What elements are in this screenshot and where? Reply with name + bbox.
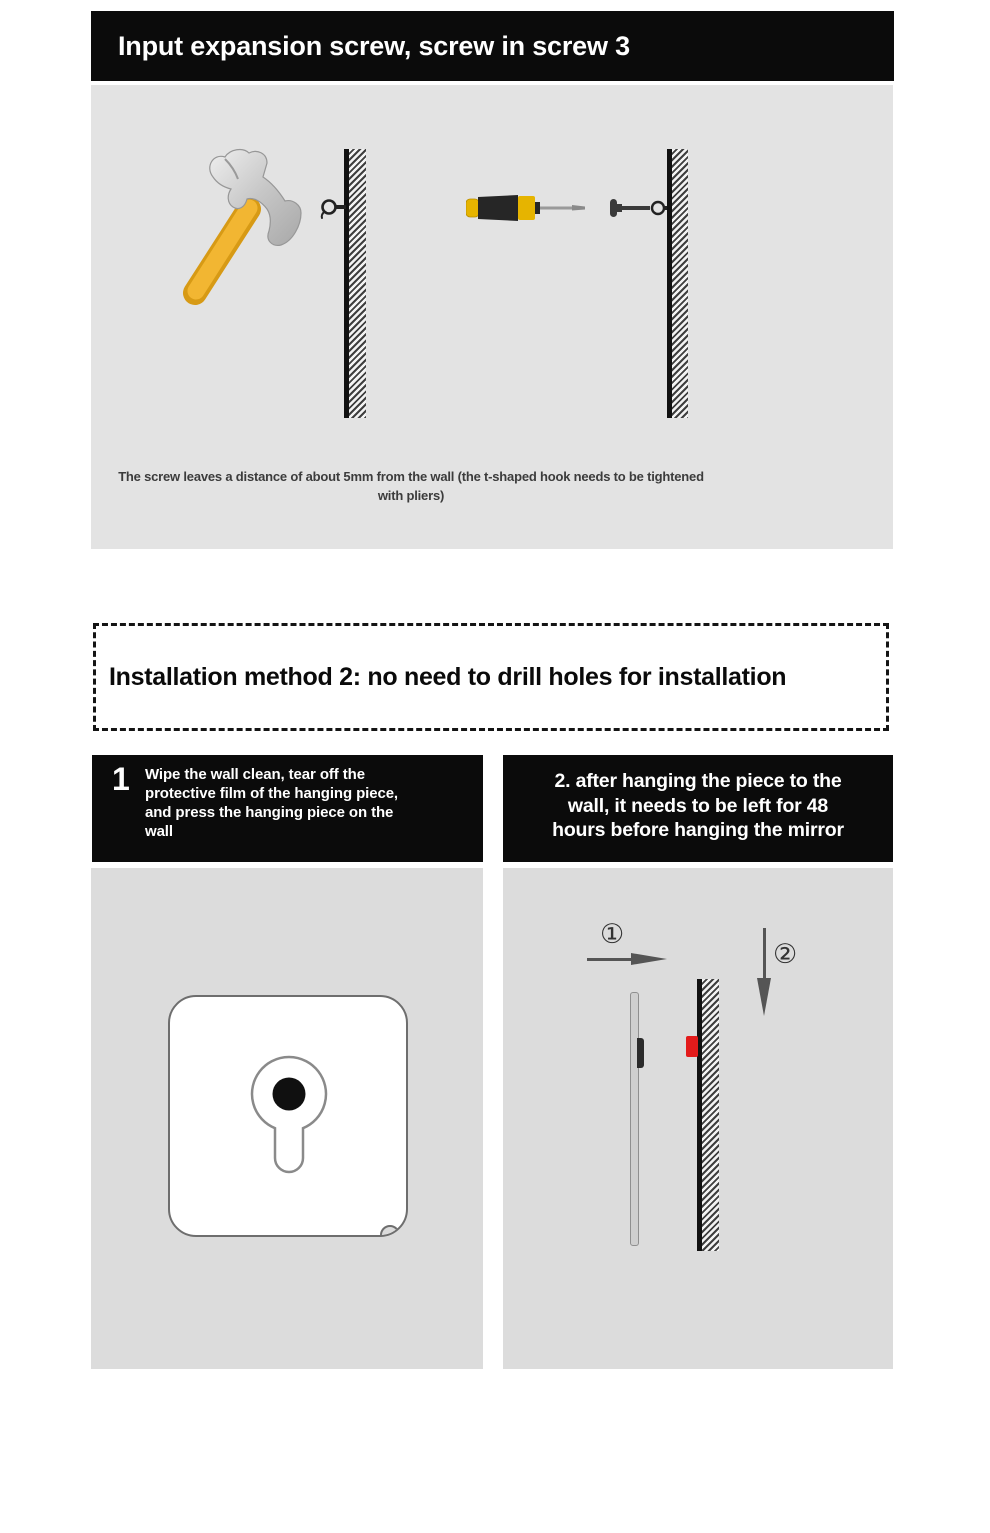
expansion-screw-icon: [610, 196, 672, 220]
step1-line-1: Wipe the wall clean, tear off the: [145, 766, 365, 783]
plate-notch: [380, 1225, 400, 1237]
step1-line-4: wall: [145, 823, 173, 840]
arrow-down-shaft: [763, 928, 766, 980]
circled-2-marker: ②: [773, 939, 798, 970]
mirror-hook-clip: [637, 1038, 644, 1068]
circled-1-marker: ①: [600, 919, 625, 950]
hanging-piece-plate: [168, 995, 408, 1237]
t-hook-icon: [318, 196, 346, 220]
hammer-icon: [175, 143, 307, 309]
step2-illustration-panel: [503, 868, 893, 1369]
step1-line-3: and press the hanging piece on the: [145, 804, 394, 821]
caption-line-1: The screw leaves a distance of about 5mm from the wall (the t-shaped hook needs to be tightened: [118, 469, 704, 484]
arrow-right-icon: [631, 953, 667, 965]
section1-header-text: Input expansion screw, screw in screw 3: [118, 31, 630, 61]
screwdriver-icon: [466, 193, 586, 223]
step1-line-2: protective film of the hanging piece,: [145, 785, 398, 802]
step1-header-bar: [92, 755, 483, 862]
step2-text: [503, 769, 893, 843]
wall-1-hatch: [349, 149, 366, 418]
wall-2-hatch: [672, 149, 688, 418]
keyhole-icon: [249, 1054, 329, 1178]
wall-3-hatch: [702, 979, 719, 1251]
step2-line-2: wall, it needs to be left for 48: [567, 794, 829, 817]
section1-illustration-panel: [91, 85, 893, 549]
step1-text: [145, 765, 475, 841]
method2-title-box: [93, 623, 889, 731]
step2-line-1: 2. after hanging the piece to the: [554, 770, 842, 792]
step2-line-3: hours before hanging the mirror: [552, 819, 844, 841]
step1-illustration-panel: [91, 868, 483, 1369]
step2-header-bar: [503, 755, 893, 862]
arrow-right-shaft: [587, 958, 633, 961]
mirror-panel: [630, 992, 639, 1246]
section1-header-bar: [91, 11, 894, 81]
method2-title: Installation method 2: no need to drill holes for installation: [109, 662, 787, 691]
wall-hanging-clip-red: [686, 1036, 698, 1057]
caption-line-2: with pliers): [377, 488, 445, 503]
step1-number: 1: [112, 761, 130, 797]
arrow-down-icon: [757, 978, 771, 1016]
section1-caption: [101, 467, 721, 505]
